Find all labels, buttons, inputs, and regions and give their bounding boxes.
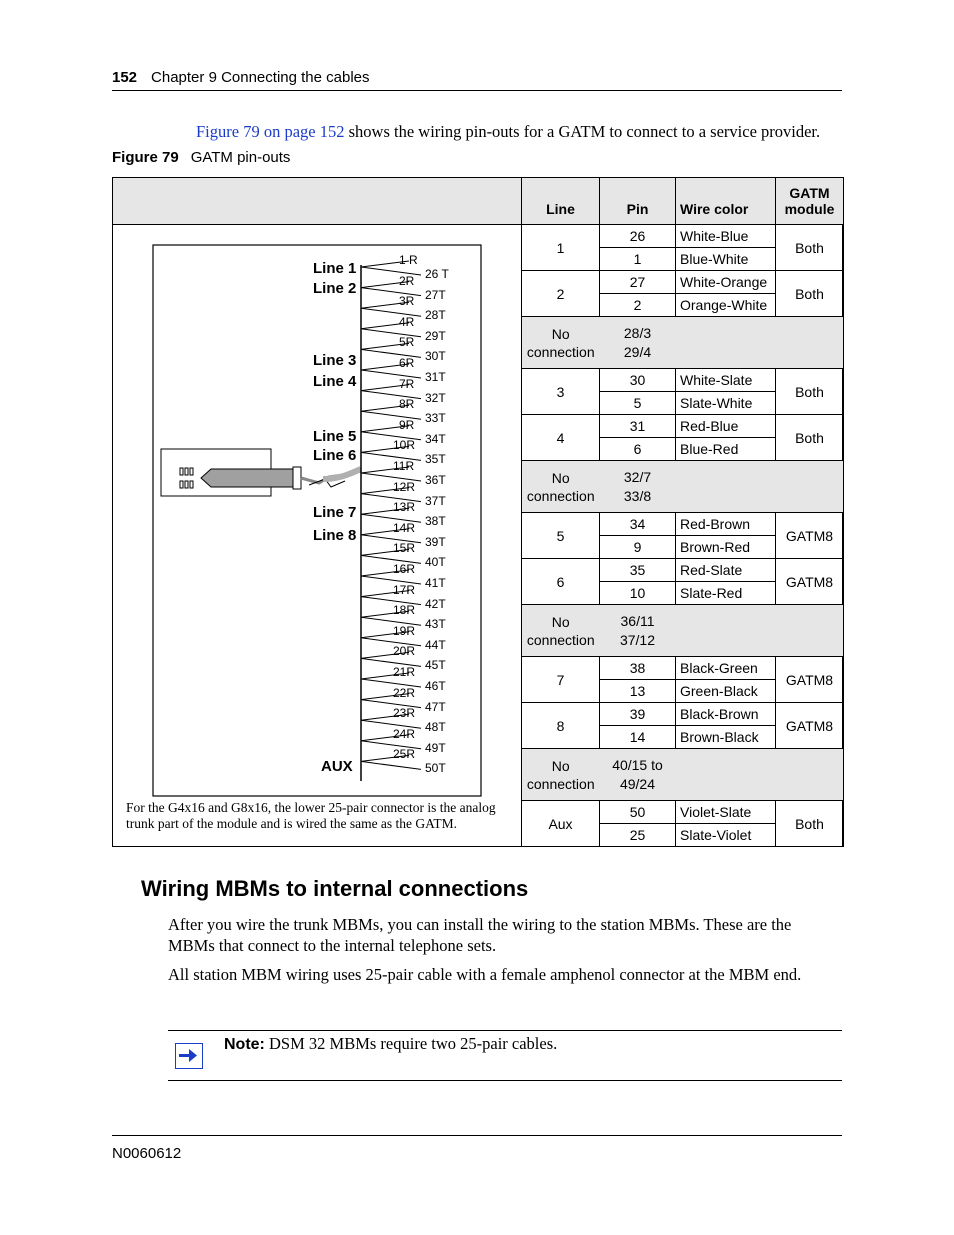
ring-pin-label: 8R bbox=[399, 397, 415, 412]
tip-pin-label: 36T bbox=[425, 473, 446, 487]
tip-pin-label: 43T bbox=[425, 617, 446, 632]
pin-cell: 25 bbox=[600, 824, 676, 847]
module-cell: GATM8 bbox=[776, 513, 844, 559]
no-connection-pins bbox=[600, 605, 676, 657]
tip-pin-label: 50T bbox=[425, 761, 446, 776]
wire-color-cell: Blue-White bbox=[676, 248, 776, 271]
figure-caption bbox=[112, 149, 290, 166]
line-cell: 5 bbox=[522, 513, 600, 559]
wire-color-cell: Slate-White bbox=[676, 392, 776, 415]
pin-cell: 38 bbox=[600, 657, 676, 680]
figure-title: GATM pin-outs bbox=[190, 149, 291, 166]
pin-value: 36/11 bbox=[620, 612, 655, 629]
ring-pin-label: 16R bbox=[393, 562, 416, 576]
tip-pin-label: 30T bbox=[425, 349, 446, 364]
tip-pin-label: 33T bbox=[425, 411, 446, 426]
footer-rule bbox=[112, 1135, 842, 1136]
figure-label: Figure 79 bbox=[112, 149, 179, 166]
cable-bundle bbox=[323, 469, 361, 479]
line-cell: 6 bbox=[522, 559, 600, 605]
module-cell: GATM8 bbox=[776, 657, 844, 703]
tip-pin-label: 29T bbox=[425, 328, 446, 343]
note-arrow-icon bbox=[175, 1043, 203, 1069]
aux-label: AUX bbox=[321, 758, 353, 775]
pin-value: 29/4 bbox=[623, 343, 652, 360]
pin-value: 33/8 bbox=[623, 487, 652, 504]
wire-color-cell: Black-Green bbox=[676, 657, 776, 680]
col-wire-color: Wire color bbox=[676, 178, 776, 225]
ring-pin-label: 24R bbox=[393, 726, 416, 741]
line-1-label: Line 1 bbox=[313, 260, 357, 277]
ring-pin-label: 20R bbox=[393, 644, 416, 659]
table-row bbox=[522, 801, 844, 824]
tip-pin-label: 45T bbox=[425, 658, 446, 673]
no-connection-pins bbox=[600, 749, 676, 801]
wire-color-cell: Red-Blue bbox=[676, 415, 776, 438]
pin-cell: 35 bbox=[600, 559, 676, 582]
running-header bbox=[112, 69, 370, 86]
intro-text: shows the wiring pin-outs for a GATM to connect to a service provider. bbox=[344, 122, 821, 141]
pin-cell: 2 bbox=[600, 294, 676, 317]
pin-cell: 14 bbox=[600, 726, 676, 749]
module-cell: Both bbox=[776, 369, 844, 415]
pin-cell: 1 bbox=[600, 248, 676, 271]
pin-cell: 34 bbox=[600, 513, 676, 536]
line-cell: Aux bbox=[522, 801, 600, 847]
ring-pin-label: 4R bbox=[399, 314, 415, 329]
wire-color-cell: White-Slate bbox=[676, 369, 776, 392]
line-6-label: Line 6 bbox=[313, 447, 357, 464]
no-connection-label: No connection bbox=[522, 317, 600, 369]
wire-color-cell: Slate-Red bbox=[676, 582, 776, 605]
diagram-note: For the G4x16 and G8x16, the lower 25-pair connector is the analog trunk part of the module and is wired the same as the GATM. bbox=[126, 800, 496, 831]
cable-plug bbox=[201, 469, 293, 487]
tip-pin-label: 49T bbox=[425, 740, 446, 755]
col-gatm-module: GATM module bbox=[776, 178, 844, 225]
note-bottom-rule bbox=[168, 1080, 842, 1081]
tip-pin-label: 39T bbox=[425, 534, 446, 549]
note-top-rule bbox=[168, 1030, 842, 1031]
pin-cell: 10 bbox=[600, 582, 676, 605]
note-text: DSM 32 MBMs require two 25-pair cables. bbox=[264, 1034, 558, 1053]
module-cell: Both bbox=[776, 415, 844, 461]
line-cell: 1 bbox=[522, 225, 600, 271]
pin-cell: 6 bbox=[600, 438, 676, 461]
line-4-label: Line 4 bbox=[313, 373, 357, 390]
col-line: Line bbox=[522, 178, 600, 225]
line-8-label: Line 8 bbox=[313, 527, 357, 544]
line-cell: 3 bbox=[522, 369, 600, 415]
tip-pin-label: 44T bbox=[425, 637, 446, 652]
tip-pin-label: 41T bbox=[425, 576, 446, 590]
no-connection-row bbox=[522, 317, 844, 369]
intro-paragraph bbox=[196, 122, 820, 142]
ring-pin-label: 19R bbox=[393, 623, 416, 638]
wire-color-cell: Red-Brown bbox=[676, 513, 776, 536]
header-rule bbox=[112, 90, 842, 91]
wire-color-cell: White-Orange bbox=[676, 271, 776, 294]
table-row bbox=[522, 703, 844, 726]
line-cell: 7 bbox=[522, 657, 600, 703]
tip-pin-label: 35T bbox=[425, 452, 446, 467]
tip-pin-label: 26 T bbox=[425, 267, 449, 281]
plug-clip bbox=[293, 467, 301, 489]
paragraph-2: All station MBM wiring uses 25-pair cable with a female amphenol connector at the MBM end. bbox=[168, 965, 802, 984]
ring-pin-label: 12R bbox=[393, 479, 416, 494]
ring-pin-label: 14R bbox=[393, 520, 416, 535]
ring-pin-label: 22R bbox=[393, 685, 416, 700]
wire-color-cell: Violet-Slate bbox=[676, 801, 776, 824]
ring-pin-label: 2R bbox=[399, 273, 415, 288]
tip-pin-label: 34T bbox=[425, 431, 446, 446]
chapter-title: Chapter 9 Connecting the cables bbox=[151, 69, 370, 86]
no-connection-label: No connection bbox=[522, 461, 600, 513]
ring-pin-label: 5R bbox=[399, 335, 415, 350]
line-3-label: Line 3 bbox=[313, 352, 357, 369]
doc-id: N0060612 bbox=[112, 1145, 182, 1162]
ring-pin-label: 13R bbox=[393, 500, 416, 515]
ring-pin-label: 21R bbox=[393, 665, 416, 679]
tip-pin-label: 37T bbox=[425, 493, 446, 508]
ring-pin-label: 10R bbox=[393, 438, 416, 453]
figure-link[interactable]: Figure 79 on page 152 bbox=[196, 122, 345, 141]
ring-pin-label: 25R bbox=[393, 747, 416, 762]
wire-color-cell: Brown-Black bbox=[676, 726, 776, 749]
tip-pin-label: 38T bbox=[425, 514, 446, 529]
tip-pin-label: 28T bbox=[425, 308, 446, 323]
ring-pin-label: 3R bbox=[399, 294, 415, 309]
wire-color-cell: Black-Brown bbox=[676, 703, 776, 726]
page-number: 152 bbox=[112, 69, 138, 86]
ring-pin-label: 18R bbox=[393, 603, 416, 618]
wire-color-cell: Brown-Red bbox=[676, 536, 776, 559]
tip-pin-label: 31T bbox=[425, 370, 446, 384]
tip-pin-label: 46T bbox=[425, 679, 446, 693]
pin-cell: 26 bbox=[600, 225, 676, 248]
table-row bbox=[522, 559, 844, 582]
no-connection-row bbox=[522, 749, 844, 801]
tip-pin-label: 27T bbox=[425, 287, 446, 302]
wire-color-cell: Slate-Violet bbox=[676, 824, 776, 847]
ring-pin-label: 17R bbox=[393, 582, 416, 597]
ring-pin-label: 7R bbox=[399, 376, 415, 391]
no-connection-label: No connection bbox=[522, 749, 600, 801]
pin-cell: 27 bbox=[600, 271, 676, 294]
tip-pin-label: 47T bbox=[425, 699, 446, 714]
wire-color-cell: Green-Black bbox=[676, 680, 776, 703]
no-connection-label: No connection bbox=[522, 605, 600, 657]
wire-color-cell: Orange-White bbox=[676, 294, 776, 317]
pin-value: 37/12 bbox=[619, 631, 656, 648]
wire-color-cell: Red-Slate bbox=[676, 559, 776, 582]
tip-pin-label: 42T bbox=[425, 596, 446, 611]
table-row bbox=[522, 225, 844, 248]
module-cell: Both bbox=[776, 271, 844, 317]
line-cell: 2 bbox=[522, 271, 600, 317]
note-label: Note: bbox=[224, 1036, 265, 1053]
no-connection-pins bbox=[600, 317, 676, 369]
pinout-table bbox=[521, 177, 844, 847]
no-connection-row bbox=[522, 605, 844, 657]
ring-pin-label: 23R bbox=[393, 706, 416, 721]
table-row bbox=[522, 415, 844, 438]
pin-cell: 31 bbox=[600, 415, 676, 438]
ring-pin-label: 6R bbox=[399, 356, 415, 370]
tip-pin-label: 40T bbox=[425, 555, 446, 570]
pin-cell: 39 bbox=[600, 703, 676, 726]
module-cell: GATM8 bbox=[776, 703, 844, 749]
pin-value: 40/15 to 49/24 bbox=[612, 756, 663, 792]
line-7-label: Line 7 bbox=[313, 504, 357, 521]
ring-pin-label: 9R bbox=[399, 417, 415, 432]
table-row bbox=[522, 369, 844, 392]
figure-header-band bbox=[113, 178, 521, 224]
ring-pin-label: 11R bbox=[393, 459, 415, 473]
pin-cell: 50 bbox=[600, 801, 676, 824]
pin-value: 32/7 bbox=[623, 468, 652, 485]
line-cell: 8 bbox=[522, 703, 600, 749]
tip-pin-label: 32T bbox=[425, 390, 446, 405]
pin-cell: 30 bbox=[600, 369, 676, 392]
module-cell: GATM8 bbox=[776, 559, 844, 605]
pin-cell: 13 bbox=[600, 680, 676, 703]
paragraph-1: After you wire the trunk MBMs, you can install the wiring to the station MBMs. These are the MBMs that connect to the internal telephone sets. bbox=[168, 915, 792, 955]
line-cell: 4 bbox=[522, 415, 600, 461]
wire-color-cell: White-Blue bbox=[676, 225, 776, 248]
col-pin: Pin bbox=[600, 178, 676, 225]
section-heading: Wiring MBMs to internal connections bbox=[141, 876, 529, 901]
no-connection-row bbox=[522, 461, 844, 513]
line-5-label: Line 5 bbox=[313, 428, 357, 445]
note bbox=[224, 1034, 557, 1054]
no-connection-pins bbox=[600, 461, 676, 513]
line-2-label: Line 2 bbox=[313, 280, 357, 297]
ring-pin-label: 1 R bbox=[399, 253, 418, 267]
table-row bbox=[522, 657, 844, 680]
module-cell: Both bbox=[776, 225, 844, 271]
pin-value: 28/3 bbox=[623, 324, 652, 341]
wire-color-cell: Blue-Red bbox=[676, 438, 776, 461]
table-row bbox=[522, 271, 844, 294]
table-row bbox=[522, 513, 844, 536]
pin-cell: 9 bbox=[600, 536, 676, 559]
tip-pin-label: 48T bbox=[425, 720, 446, 735]
module-cell: Both bbox=[776, 801, 844, 847]
pin-cell: 5 bbox=[600, 392, 676, 415]
ring-pin-label: 15R bbox=[393, 541, 416, 556]
